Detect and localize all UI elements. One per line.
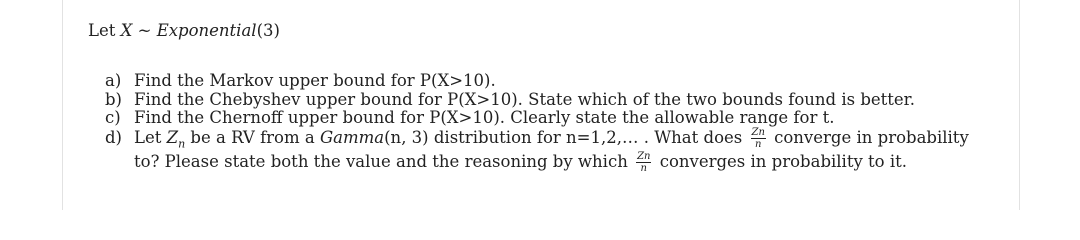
- question-d-dist-for: distribution for n=1,2,… . What does: [428, 127, 748, 147]
- question-d-line-2: to? Please state both the value and the reasoning by which: [134, 151, 634, 171]
- fraction-numerator-2: Zn: [637, 150, 651, 162]
- fraction-denominator: n: [754, 138, 762, 150]
- question-d-gamma-args: (n, 3): [384, 127, 429, 147]
- fraction-numerator: Zn: [751, 126, 765, 138]
- given-prefix: Let: [88, 21, 121, 40]
- question-c-text: Find the Chernoff upper bound for P(X>10). Clearly state the allowable range for t.: [134, 108, 835, 127]
- question-a-label: a): [105, 71, 122, 90]
- question-d-variable: Z: [166, 127, 179, 147]
- given-variable: X: [120, 21, 133, 40]
- question-a: [105, 72, 1010, 91]
- fraction-denominator-2: n: [640, 162, 647, 174]
- fraction-zn-over-n: [751, 128, 766, 149]
- question-d-converge-1: converge in probability: [768, 127, 969, 147]
- question-d-let: Let: [134, 127, 167, 147]
- fraction-zn-over-n-2: [636, 152, 651, 173]
- question-d-label: d): [105, 127, 122, 147]
- question-d-subscript: n: [178, 136, 186, 150]
- given-parameter: (3): [256, 21, 280, 40]
- question-b-text: Find the Chebyshev upper bound for P(X>10). State which of the two bounds found is better.: [134, 89, 915, 109]
- question-b-label: b): [105, 89, 122, 109]
- question-list: [105, 72, 1010, 174]
- question-c-label: c): [105, 108, 121, 127]
- question-d-converge-2: converges in probability to it.: [654, 151, 907, 171]
- problem-statement: [88, 20, 280, 42]
- question-d-be-a: be a RV from a: [185, 127, 320, 147]
- given-tilde: ~: [132, 21, 157, 40]
- question-d-gamma: Gamma: [319, 127, 385, 147]
- question-b: [105, 91, 1010, 110]
- question-d: [105, 126, 1010, 174]
- given-distribution: Exponential: [156, 21, 257, 40]
- question-a-text: Find the Markov upper bound for P(X>10).: [134, 71, 496, 90]
